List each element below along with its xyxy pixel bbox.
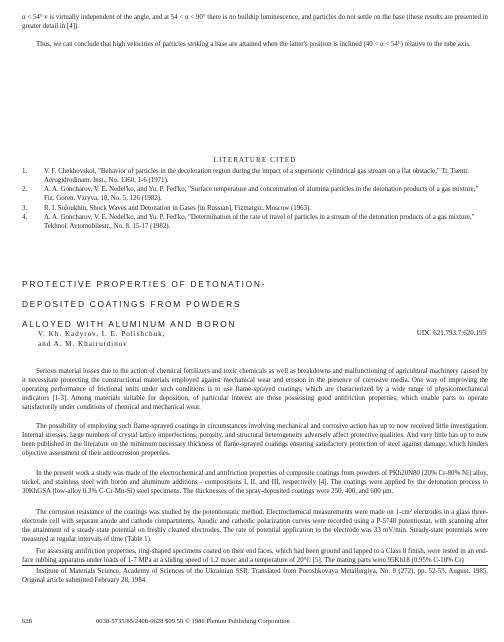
author-line: V. Kh. Kadyrov, I. E. Polishchuk,	[38, 329, 166, 338]
reference-item	[22, 214, 488, 232]
reference-number: 2.	[22, 186, 28, 194]
page-number: 628	[22, 618, 32, 625]
footnote-divider	[22, 565, 488, 566]
article-title-line: PROTECTIVE PROPERTIES OF DETONATION-	[22, 279, 267, 289]
reference-number: 3.	[22, 204, 28, 212]
reference-item	[22, 186, 488, 204]
author-list	[38, 329, 338, 349]
body-paragraph-3: In the present work a study was made of the electrochemical and antifriction properties of composite coatings from powders of PKh20N80 (20% Cr-80% Ni) alloy, nickel, and stainless steel with boron and aluminum additions - compositions I, II, and III, respectively [4]. The coatings were applied by the detonation process to 30KhGSA (low-alloy 0.3% C-Cr-Mn-Si) steel specimens. The thicknesses of the spray-deposited coatings were 250, 400, and 600 μm.	[22, 470, 488, 495]
reference-text: V. F. Chekhovskoi, "Behavior of particles in the deceleration region during the impact of a supersonic cylindrical gas stream on a flat obstacle," Tr. Tsentr. Aérogidrodinam. Inst., No. 1360, 1-6 (1971).	[44, 168, 469, 184]
body-paragraph-4: The corrosion resistance of the coatings was studied by the potentiostatic method. Electrochemical measurements were made on 1-cm² electrodes in a glass three-electrode cell with separate anode and cathode compartments. Anodic and cathodic polarization curves were recorded using a P-5748 potentiostat, with scanning after the attainment of a steady-state potential on freshly cleaned electrodes. The rate of potential application to the electrode was 33 mV/min. Steady-state potentials were measured at regular intervals of time (Table 1).	[22, 509, 488, 543]
reference-number: 4.	[22, 214, 28, 222]
intro-paragraph: α < 54° v is virtually independent of the angle, and at 54 < α < 90° there is no buildup luminescence, and particles do not settle on the base (these results are presented in greater detail in [4]).	[22, 14, 488, 30]
body-paragraph-5: For assessing antifriction properties, ring-shaped specimens coated on their end faces, which had been ground and lapped to a Class 8 finish, were tested in an end-face rubbing apparatus under loads of 1-7 MPa at a sliding speed of 1.2 m/sec and a temperature of 20°C [5]. The mating parts were 95Kh18 (0.95% C-18% Cr)	[22, 548, 488, 564]
copyright-line: 0038-5735/85/2408-0628 $09.50 © 1986 Plenum Publishing Corporation	[96, 618, 290, 625]
footnote: Institute of Materials Science, Academy of Sciences of the Ukrainian SSR. Translated from Poroshkovaya Metallurgiya, No. 8 (272), pp. 52-55, August, 1985. Original article submitted February 28, 1984.	[22, 568, 488, 584]
udc-code: UDC 621.793.7:620.193	[416, 329, 486, 337]
article-title	[22, 274, 402, 334]
article-title-line: ALLOYED WITH ALUMINUM AND BORON	[22, 319, 237, 329]
author-line: and A. M. Khairutdinov	[38, 339, 128, 348]
reference-text: A. A. Goncharov, V. E. Nedel'ko, and Yu. P. Fed'ko, "Determination of the rate of travel of particles in a stream of the detonation products of a gas mixture," Tekhnol. Avtomobilestr., No. 8, 15-17 (1982).	[44, 214, 475, 230]
reference-number: 1.	[22, 168, 28, 175]
reference-item	[22, 205, 488, 214]
article-title-line: DEPOSITED COATINGS FROM POWDERS	[22, 299, 242, 309]
reference-item	[22, 168, 488, 186]
body-paragraph-1: Serious material losses due to the action of chemical fertilizers and toxic chemicals as well as breakdowns and malfunctioning of agricultural machinery caused by it necessitate protecting the constructional materials employed against mechanical wear and erosion in the presence of corrosive media. One way of improving the operating performance of frictional units under such conditions is to use flame-sprayed coatings, which are characterized by a wide range of physicomechanical indicators [1-3]. Among materials suitable for deposition, of particular interest are those possessing good antifriction properties, which enable parts to operate satisfactorily under conditions of chemical and mechanical wear.	[22, 368, 488, 411]
body-paragraph-2: The possibility of employing such flame-sprayed coatings in circumstances involving mechanical and corrosive action has up to now received little investigation. Internal stresses, large numbers of crystal lattice imperfections, porosity, and structural heterogeneity adversely affect protective qualities. And very little has up to now been published in the literature on the minimum necessary thickness of flame-sprayed coatings ensuring satisfactory protection of steel against damage, which hinders objective assessment of their anticorrosion properties.	[22, 423, 488, 457]
reference-text: A. A. Goncharov, V. E. Nedel'ko, and Yu. P. Fed'ko, "Surface temperature and concentration of alumina particles in the detonation products of a gas mixture," Fiz. Goren. Vzryva, 18, No. 5, 126 (1982).	[44, 186, 479, 203]
reference-text: R. I. Soloukhin, Shock Waves and Detonation in Gases [in Russian], Fizmatgiz, Moscow (1963).	[44, 204, 312, 212]
conclusion-paragraph: Thus, we can conclude that high velocities of particles striking a base are attained when the latter's position is inclined (40 < α < 54°) relative to the tube axis.	[36, 41, 471, 48]
reference-list	[22, 168, 488, 232]
literature-heading: LITERATURE CITED	[213, 157, 297, 164]
